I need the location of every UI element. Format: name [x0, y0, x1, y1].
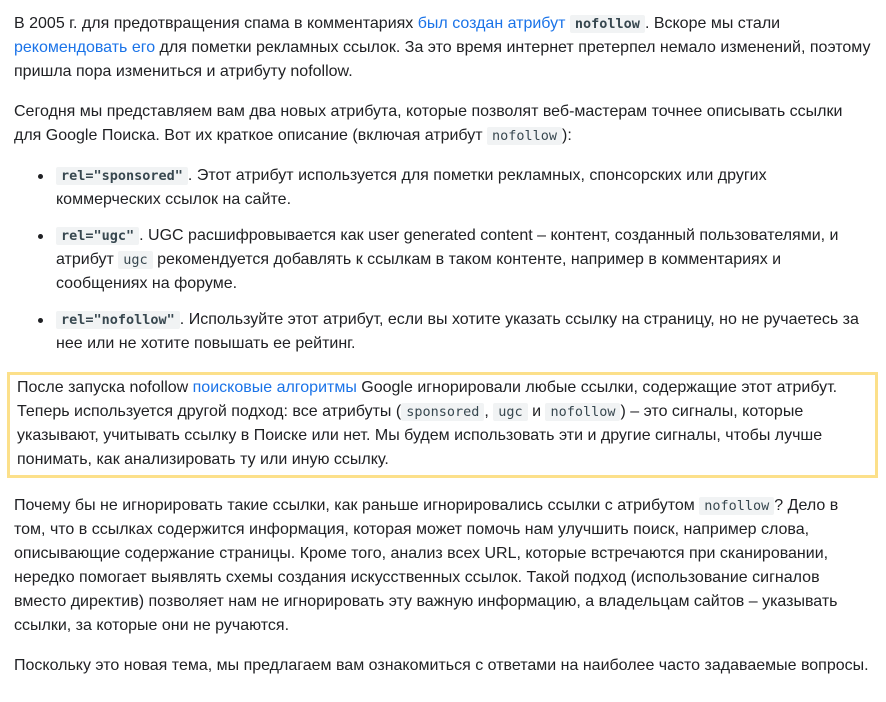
- faq-intro-paragraph: Поскольку это новая тема, мы предлагаем вам ознакомиться с ответами на наиболее часто задаваемые вопросы.: [14, 657, 869, 674]
- inline-code-sponsored: sponsored: [401, 403, 484, 421]
- attribute-list: [14, 164, 872, 356]
- list-item-sponsored: rel="sponsored" . Этот атрибут используется для пометки рекламных, спонсорских или других коммерческих ссылок на сайте.: [56, 164, 872, 212]
- inline-code-rel-ugc: rel="ugc": [56, 227, 139, 245]
- bullet-icon: [38, 234, 43, 239]
- recommend-link[interactable]: рекомендовать его: [14, 39, 156, 56]
- list-item-ugc: rel="ugc" . UGC расшифровывается как user generated content – контент, созданный пользователями, и атрибут ugc рекомендуется добавлять к ссылкам в таком контенте, например в комментариях и сообщениях на форуме.: [56, 224, 872, 296]
- inline-code-ugc: ugc: [118, 251, 152, 269]
- why-not-ignore-paragraph: Почему бы не игнорировать такие ссылки, как раньше игнорировались ссылки с атрибутом nofollow ? Дело в том, что в ссылках содержится информация, которая может помочь нам улучшить поиск, например слова, описывающие содержание страницы. Кроме того, анализ всех URL, которые встречаются при сканировании, нередко помогает выявлять схемы создания искусственных ссылок. Такой подход (использование сигналов вместо директив) позволяет нам не игнорировать эту важную информацию, а владельцам сайтов – указывать ссылки, за которые они не ручаются.: [14, 497, 839, 634]
- new-attributes-paragraph: Сегодня мы представляем вам два новых атрибута, которые позволят веб-мастерам точнее описывать ссылки для Google Поиска. Вот их краткое описание (включая атрибут nofollow ):: [14, 103, 843, 144]
- inline-code-nofollow: nofollow: [487, 127, 562, 145]
- callout-text: После запуска nofollow поисковые алгоритмы Google игнорировали любые ссылки, содержащие этот атрибут. Теперь используется другой подход: все атрибуты ( sponsored , ugc и nofollow ) – это сигналы, которые указывают, учитывать ссылку в Поиске или нет. Мы будем использовать эти и другие сигналы, чтобы лучше понимать, как анализировать ту или иную ссылку.: [17, 379, 838, 468]
- highlight-callout: [7, 372, 878, 478]
- inline-code-nofollow: nofollow: [570, 15, 645, 33]
- list-item-nofollow: rel="nofollow" . Используйте этот атрибут, если вы хотите указать ссылку на страницу, но не ручаетесь за нее или не хотите повышать ее рейтинг.: [56, 308, 872, 356]
- inline-code-nofollow: nofollow: [699, 497, 774, 515]
- nofollow-created-link[interactable]: был создан атрибут: [417, 15, 566, 32]
- inline-code-rel-sponsored: rel="sponsored": [56, 167, 188, 185]
- intro-paragraph: В 2005 г. для предотвращения спама в комментариях был создан атрибут nofollow . Вскоре мы стали рекомендовать его для пометки рекламных ссылок. За это время интернет претерпел немало изменений, поэтому пришла пора измениться и атрибуту nofollow.: [14, 15, 871, 80]
- inline-code-nofollow: nofollow: [545, 403, 620, 421]
- inline-code-ugc: ugc: [493, 403, 527, 421]
- bullet-icon: [38, 318, 43, 323]
- bullet-icon: [38, 174, 43, 179]
- search-algorithms-link[interactable]: поисковые алгоритмы: [192, 379, 357, 396]
- inline-code-rel-nofollow: rel="nofollow": [56, 311, 180, 329]
